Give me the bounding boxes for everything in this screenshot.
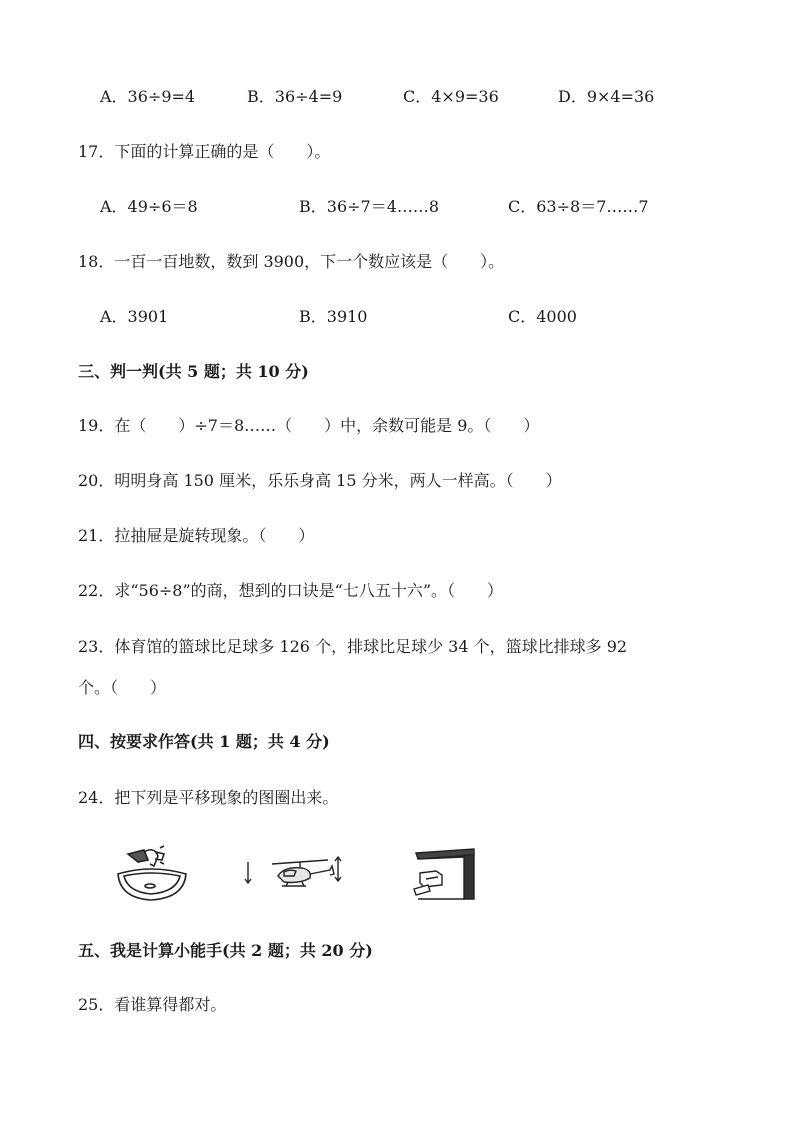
q23-text-line2: 个。（ ）: [78, 678, 167, 697]
q16-option-c: C．4×9=36: [403, 87, 499, 106]
q24-text: 24．把下列是平移现象的图圈出来。: [78, 788, 339, 807]
q25-text: 25．看谁算得都对。: [78, 995, 227, 1014]
q16-option-a: A．36÷9=4: [100, 87, 196, 106]
q17-option-a: A．49÷6＝8: [100, 197, 198, 216]
q16-option-d: D．9×4=36: [558, 87, 655, 106]
q23-text-line1: 23．体育馆的篮球比足球多 126 个，排球比足球少 34 个，篮球比排球多 92: [78, 637, 628, 656]
faucet-sink-icon: [110, 842, 192, 904]
q22-text: 22．求“56÷8”的商，想到的口诀是“七八五十六”。（ ）: [78, 581, 504, 600]
q17-option-b: B．36÷7＝4……8: [299, 197, 440, 216]
q19-text: 19．在（ ）÷7＝8……（ ）中，余数可能是 9。（ ）: [78, 416, 540, 435]
q16-option-b: B．36÷4=9: [247, 87, 343, 106]
q21-text: 21．拉抽屉是旋转现象。（ ）: [78, 526, 315, 545]
section-5-title: 五、我是计算小能手(共 2 题；共 20 分): [78, 941, 373, 960]
q18-option-c: C．4000: [508, 307, 577, 326]
q18-option-a: A．3901: [100, 307, 169, 326]
q17-text: 17．下面的计算正确的是（ ）。: [78, 142, 331, 161]
drawer-icon: [412, 845, 478, 903]
q20-text: 20．明明身高 150 厘米，乐乐身高 15 分米，两人一样高。（ ）: [78, 471, 562, 490]
section-4-title: 四、按要求作答(共 1 题；共 4 分): [78, 732, 330, 751]
helicopter-icon: [244, 852, 344, 892]
q17-option-c: C．63÷8＝7……7: [508, 197, 649, 216]
q18-text: 18．一百一百地数，数到 3900，下一个数应该是（ ）。: [78, 252, 505, 271]
q18-option-b: B．3910: [299, 307, 368, 326]
section-3-title: 三、判一判(共 5 题；共 10 分): [78, 362, 309, 381]
